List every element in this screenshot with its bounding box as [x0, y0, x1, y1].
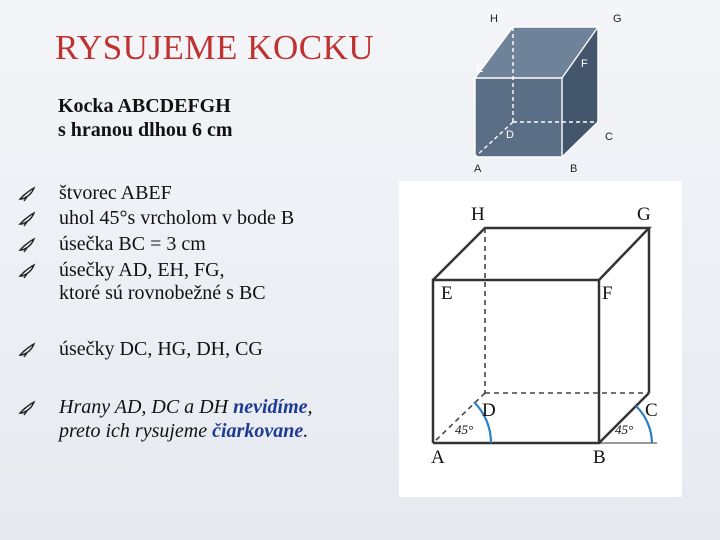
- small-label-g: G: [613, 13, 622, 25]
- bullet-text: úsečka BC = 3 cm: [59, 233, 206, 255]
- big-cube-diagram: [399, 181, 682, 497]
- emphasis-dashed: čiarkovane: [212, 420, 304, 442]
- bird-quill-icon: [18, 237, 36, 253]
- bird-quill-icon: [18, 342, 36, 358]
- small-label-e: E: [476, 63, 484, 75]
- small-cube-diagram: [460, 0, 640, 180]
- big-label-h: H: [471, 204, 485, 225]
- bird-quill-icon: [18, 211, 36, 227]
- small-label-d: D: [506, 129, 514, 141]
- big-label-e: E: [441, 283, 453, 304]
- small-label-c: C: [605, 131, 613, 143]
- subtitle-line-1: Kocka ABCDEFGH: [58, 95, 231, 117]
- bullet-text: úsečky AD, EH, FG,: [59, 259, 225, 281]
- small-label-b: B: [570, 163, 578, 175]
- big-label-b: B: [593, 447, 606, 468]
- page-title: RYSUJEME KOCKU: [55, 28, 375, 67]
- bullet-text-continued: ktoré sú rovnobežné s BC: [59, 282, 266, 304]
- bullet-text: uhol 45°s vrcholom v bode B: [59, 207, 295, 229]
- bullet-text: štvorec ABEF: [59, 182, 172, 204]
- subtitle: [58, 94, 233, 142]
- angle-label-a: 45°: [455, 422, 474, 437]
- big-cube-visible-edges: [433, 228, 649, 443]
- big-label-f: F: [602, 283, 613, 304]
- bullet-text: úsečky DC, HG, DH, CG: [59, 338, 263, 360]
- small-label-h: H: [490, 13, 498, 25]
- note-line-1: Hrany AD, DC a DH nevidíme,: [59, 396, 313, 418]
- bird-quill-icon: [18, 263, 36, 279]
- small-label-f: F: [581, 58, 588, 70]
- cube-front-face: [475, 78, 562, 157]
- subtitle-line-2: s hranou dlhou 6 cm: [58, 119, 233, 141]
- emphasis-invisible: nevidíme: [233, 396, 308, 418]
- small-label-a: A: [474, 163, 482, 175]
- big-label-c: C: [645, 400, 658, 421]
- big-label-a: A: [431, 447, 445, 468]
- note-line-2: preto ich rysujeme čiarkovane.: [59, 420, 309, 442]
- angle-label-b: 45°: [615, 422, 634, 437]
- big-label-d: D: [482, 400, 496, 421]
- cube-construction-panel: [399, 181, 682, 497]
- bird-quill-icon: [18, 186, 36, 202]
- big-label-g: G: [637, 204, 651, 225]
- bird-quill-icon: [18, 400, 36, 416]
